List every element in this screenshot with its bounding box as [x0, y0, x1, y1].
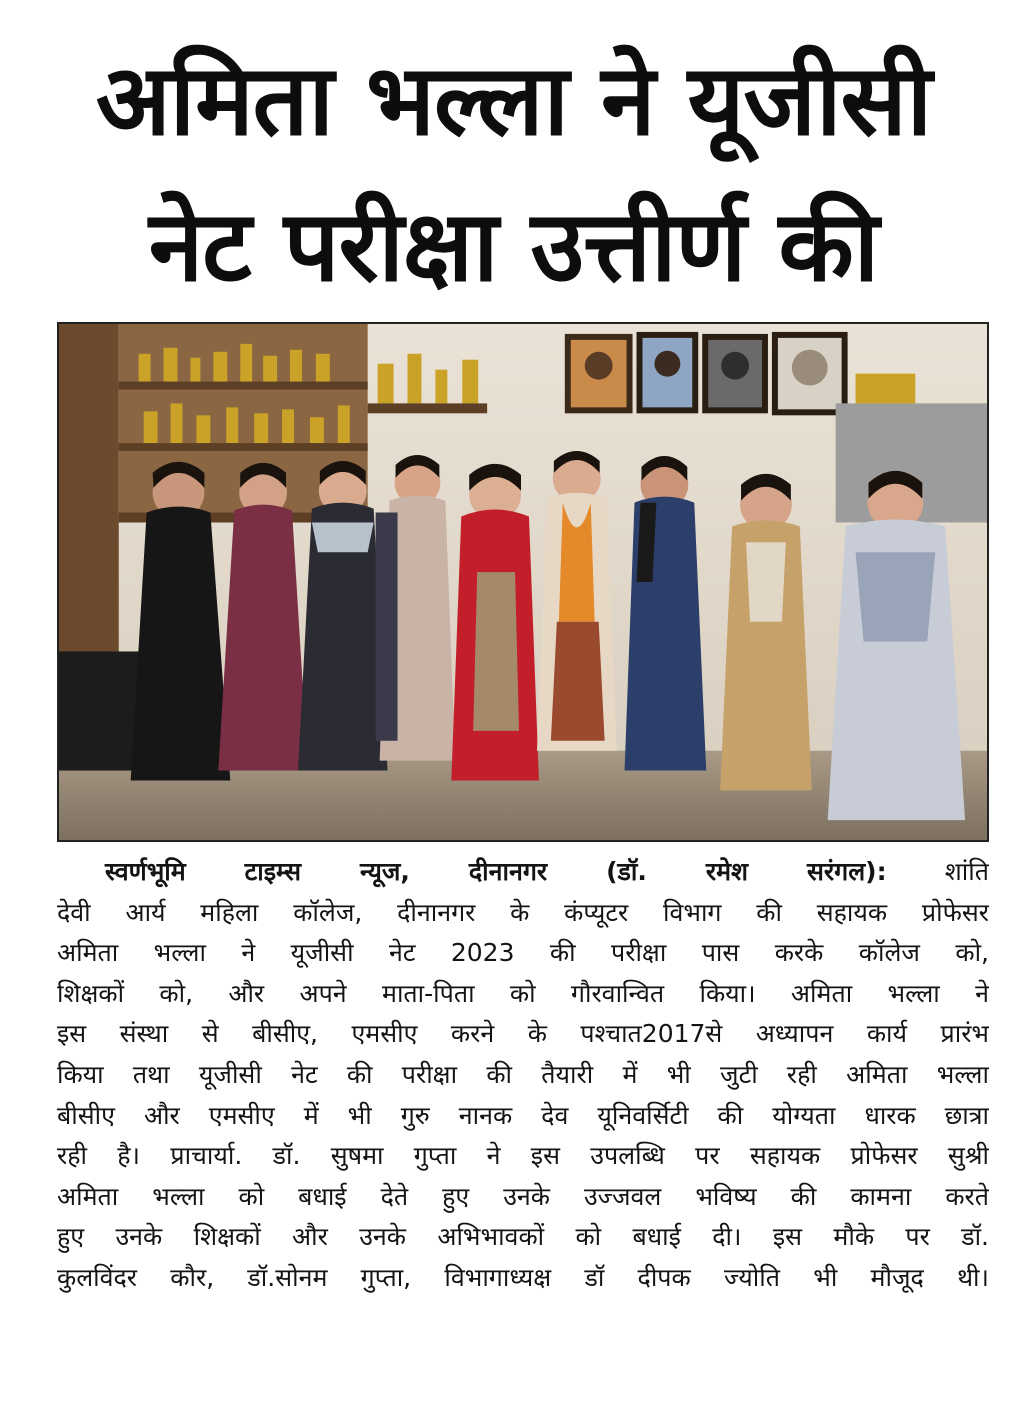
headline-line-1: अमिता भल्ला ने यूजीसी — [95, 44, 932, 158]
dateline: स्वर्णभूमि टाइम्स न्यूज, दीनानगर (डॉ. रमेश सरंगल): — [105, 857, 887, 886]
article-line-10: हुए उनके शिक्षकों और उनके अभिभावकों को बधाई दी। इस मौके पर डॉ. — [57, 1222, 989, 1252]
article-line-8: रही है। प्राचार्या. डॉ. सुषमा गुप्ता ने इस उपलब्धि पर सहायक प्रोफेसर सुश्री — [57, 1141, 989, 1171]
article-line-1-rest: शांति — [944, 857, 989, 886]
article-line-4: शिक्षकों को, और अपने माता-पिता को गौरवान्वित किया। अमिता भल्ला ने — [57, 978, 989, 1008]
article-line-6: किया तथा यूजीसी नेट की परीक्षा की तैयारी में भी जुटी रही अमिता भल्ला — [57, 1059, 989, 1089]
headline — [30, 28, 997, 320]
group-photo-illustration — [59, 324, 987, 840]
article-line-5: इस संस्था से बीसीए, एमसीए करने के पश्चात2017से अध्यापन कार्य प्रारंभ — [57, 1019, 989, 1049]
article-line-9: अमिता भल्ला को बधाई देते हुए उनके उज्जवल भविष्य की कामना करते — [57, 1181, 989, 1211]
headline-line-2: नेट परीक्षा उत्तीर्ण की — [148, 190, 879, 304]
article-line-3: अमिता भल्ला ने यूजीसी नेट 2023 की परीक्षा पास करके कॉलेज को, — [57, 938, 989, 968]
article-line-7: बीसीए और एमसीए में भी गुरु नानक देव यूनिवर्सिटी की योग्यता धारक छात्रा — [57, 1100, 989, 1130]
article-body — [57, 852, 989, 1299]
group-photo — [57, 322, 989, 842]
article-line-2: देवी आर्य महिला कॉलेज, दीनानगर के कंप्यूटर विभाग की सहायक प्रोफेसर — [57, 897, 989, 927]
article-line-1 — [57, 852, 989, 893]
article-line-11: कुलविंदर कौर, डॉ.सोनम गुप्ता, विभागाध्यक्ष डॉ दीपक ज्योति भी मौजूद थी। — [57, 1262, 989, 1292]
